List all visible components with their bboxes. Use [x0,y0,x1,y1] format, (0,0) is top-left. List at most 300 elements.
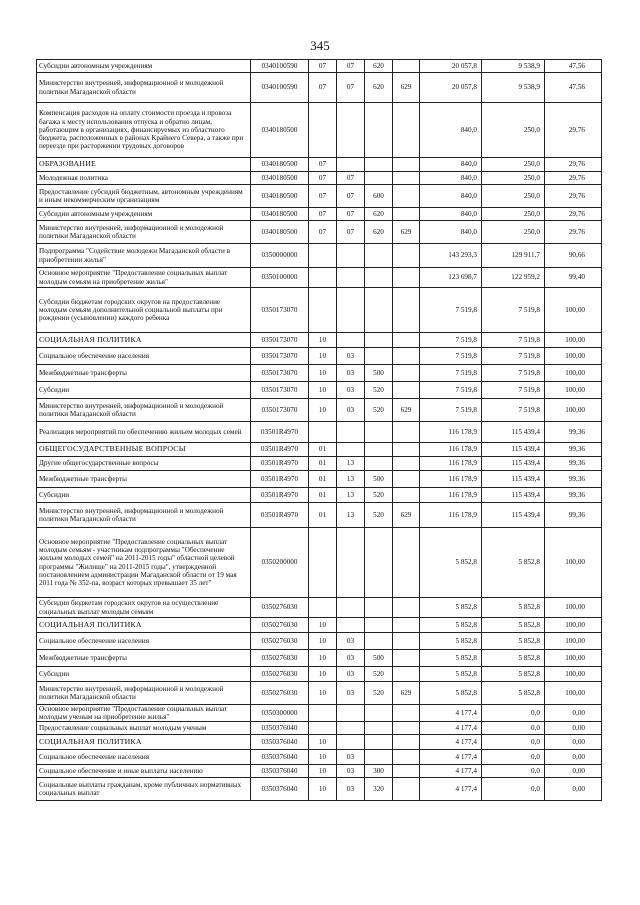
table-row [37,288,602,333]
row-percent: 0,00 [545,705,602,722]
row-subsection: 13 [337,471,365,488]
row-approved: 840,0 [420,103,482,158]
row-percent: 0,00 [545,722,602,735]
row-expense-type [365,750,393,765]
row-name: ОБРАЗОВАНИЕ [37,158,251,172]
table-row [37,185,602,208]
row-name: Молодежная политика [37,172,251,185]
row-section: 10 [309,778,337,801]
row-executed: 115 439,4 [482,471,545,488]
row-code: 0350173070 [251,348,309,365]
row-executed: 5 852,8 [482,598,545,618]
row-executed: 5 852,8 [482,633,545,650]
table-row [37,208,602,221]
row-percent: 0,00 [545,765,602,778]
row-name: Субсидии [37,382,251,399]
row-code: 0350173070 [251,333,309,348]
row-grbs [393,750,420,765]
row-name: Основное мероприятие "Предоставление социальных выплат молодым ученым на приобретение жилья" [37,705,251,722]
row-subsection: 03 [337,682,365,705]
row-expense-type [365,705,393,722]
row-approved: 7 519,8 [420,348,482,365]
table-row [37,244,602,268]
row-subsection: 03 [337,650,365,667]
row-approved: 840,0 [420,158,482,172]
row-code: 0340180500 [251,208,309,221]
row-approved: 4 177,4 [420,750,482,765]
row-name: Основное мероприятие "Предоставление социальных выплат молодым семьям на приобретение жилья" [37,268,251,288]
row-section: 10 [309,667,337,682]
row-expense-type [365,443,393,457]
table-row [37,103,602,158]
row-section: 01 [309,471,337,488]
table-row [37,735,602,750]
row-code: 0350376040 [251,750,309,765]
row-subsection: 07 [337,73,365,103]
row-code: 0340180500 [251,221,309,244]
row-section [309,422,337,443]
row-expense-type: 500 [365,365,393,382]
row-subsection: 03 [337,765,365,778]
row-executed: 7 519,8 [482,399,545,422]
row-approved: 4 177,4 [420,778,482,801]
row-name: Министерство внутренней, информационной и молодежной политики Магаданской области [37,682,251,705]
row-executed: 122 959,2 [482,268,545,288]
row-percent: 90,66 [545,244,602,268]
row-expense-type [365,598,393,618]
row-grbs [393,705,420,722]
row-subsection [337,443,365,457]
row-grbs: 629 [393,503,420,528]
row-grbs [393,735,420,750]
row-expense-type [365,103,393,158]
row-grbs [393,422,420,443]
row-code: 03501R4970 [251,503,309,528]
row-expense-type [365,633,393,650]
row-code: 03501R4970 [251,422,309,443]
row-percent: 100,00 [545,399,602,422]
row-name: Субсидии бюджетам городских округов на осуществление социальных выплат молодым семьям [37,598,251,618]
row-expense-type [365,158,393,172]
row-approved: 5 852,8 [420,598,482,618]
row-section: 10 [309,650,337,667]
table-row [37,682,602,705]
row-code: 03501R4970 [251,443,309,457]
row-grbs [393,348,420,365]
row-percent: 29,76 [545,158,602,172]
row-percent: 100,00 [545,348,602,365]
row-name: Министерство внутренней, информационной и молодежной политики Магаданской области [37,503,251,528]
row-code: 0350173070 [251,288,309,333]
row-name: Субсидии автономным учреждениям [37,60,251,73]
row-subsection [337,722,365,735]
row-approved: 840,0 [420,172,482,185]
table-row [37,333,602,348]
row-section: 10 [309,348,337,365]
row-code: 0350276030 [251,667,309,682]
row-grbs [393,765,420,778]
row-subsection: 07 [337,221,365,244]
row-subsection: 03 [337,348,365,365]
row-executed: 9 538,9 [482,60,545,73]
row-executed: 115 439,4 [482,457,545,471]
row-percent: 100,00 [545,382,602,399]
row-grbs [393,103,420,158]
row-section: 10 [309,618,337,633]
row-expense-type [365,333,393,348]
row-expense-type: 620 [365,208,393,221]
row-expense-type [365,288,393,333]
row-percent: 100,00 [545,365,602,382]
row-percent: 0,00 [545,778,602,801]
row-section: 10 [309,333,337,348]
row-name: Компенсация расходов на оплату стоимости проезда и провоза багажа к месту использования отпуска и обратно лицам, работающим в организациях, финансируемых из областного бюджета, расположенных в районах Крайнего Севера, а также при переезде при расторжении трудовых договоров [37,103,251,158]
row-grbs [393,443,420,457]
row-subsection: 07 [337,185,365,208]
row-executed: 7 519,8 [482,288,545,333]
row-expense-type [365,618,393,633]
budget-table [36,59,602,801]
row-subsection: 07 [337,208,365,221]
row-code: 0350276030 [251,618,309,633]
row-approved: 4 177,4 [420,765,482,778]
row-code: 0340180500 [251,103,309,158]
row-section [309,722,337,735]
row-section: 07 [309,221,337,244]
row-grbs [393,208,420,221]
row-executed: 0,0 [482,705,545,722]
row-executed: 7 519,8 [482,333,545,348]
row-approved: 7 519,8 [420,365,482,382]
row-code: 0350173070 [251,399,309,422]
row-section [309,288,337,333]
row-approved: 840,0 [420,185,482,208]
row-code: 03501R4970 [251,488,309,503]
row-approved: 5 852,8 [420,682,482,705]
row-percent: 29,76 [545,172,602,185]
row-expense-type [365,172,393,185]
row-name: Субсидии [37,667,251,682]
row-expense-type: 500 [365,650,393,667]
row-approved: 5 852,8 [420,667,482,682]
row-approved: 20 057,8 [420,73,482,103]
row-code: 0350276030 [251,633,309,650]
row-grbs [393,365,420,382]
row-code: 03501R4970 [251,457,309,471]
page-number: 345 [310,38,330,53]
row-percent: 99,36 [545,503,602,528]
row-section [309,598,337,618]
table-row [37,503,602,528]
row-executed: 9 538,9 [482,73,545,103]
row-section: 10 [309,399,337,422]
table-row [37,722,602,735]
row-section: 07 [309,185,337,208]
row-approved: 5 852,8 [420,618,482,633]
row-expense-type [365,528,393,598]
row-name: СОЦИАЛЬНАЯ ПОЛИТИКА [37,333,251,348]
row-executed: 0,0 [482,765,545,778]
row-expense-type [365,348,393,365]
row-subsection: 13 [337,503,365,528]
row-name: Социальное обеспечение и иные выплаты населению [37,765,251,778]
row-percent: 100,00 [545,598,602,618]
table-row [37,778,602,801]
row-subsection [337,103,365,158]
row-name: Министерство внутренней, информационной и молодежной политики Магаданской области [37,73,251,103]
row-code: 0350100000 [251,268,309,288]
row-grbs [393,60,420,73]
table-row [37,633,602,650]
row-section: 10 [309,365,337,382]
row-grbs [393,382,420,399]
row-section: 01 [309,503,337,528]
row-section: 10 [309,382,337,399]
row-percent: 47,56 [545,60,602,73]
table-row [37,598,602,618]
row-code: 0340180500 [251,185,309,208]
row-subsection [337,528,365,598]
row-expense-type: 500 [365,471,393,488]
row-executed: 115 439,4 [482,443,545,457]
table-row [37,268,602,288]
row-percent: 99,40 [545,268,602,288]
row-subsection: 13 [337,457,365,471]
row-percent: 100,00 [545,528,602,598]
row-subsection [337,158,365,172]
row-executed: 129 911,7 [482,244,545,268]
row-subsection: 03 [337,667,365,682]
row-executed: 7 519,8 [482,382,545,399]
row-subsection [337,333,365,348]
row-name: Предоставление социальных выплат молодым ученым [37,722,251,735]
row-name: Социальное обеспечение населения [37,348,251,365]
row-subsection [337,288,365,333]
row-grbs [393,778,420,801]
table-row [37,221,602,244]
table-row [37,399,602,422]
row-code: 0340100590 [251,73,309,103]
row-grbs [393,244,420,268]
row-expense-type: 520 [365,399,393,422]
row-code: 0340180500 [251,172,309,185]
table-row [37,488,602,503]
row-expense-type [365,735,393,750]
row-subsection: 03 [337,365,365,382]
row-subsection: 03 [337,399,365,422]
row-executed: 115 439,4 [482,488,545,503]
row-executed: 0,0 [482,722,545,735]
row-name: Межбюджетные трансферты [37,365,251,382]
row-expense-type: 620 [365,73,393,103]
row-executed: 250,0 [482,158,545,172]
row-grbs: 629 [393,221,420,244]
row-code: 0340100590 [251,60,309,73]
table-row [37,172,602,185]
row-approved: 116 178,9 [420,471,482,488]
row-subsection: 03 [337,633,365,650]
row-subsection [337,735,365,750]
row-code: 0350000000 [251,244,309,268]
row-percent: 99,36 [545,422,602,443]
row-percent: 100,00 [545,618,602,633]
row-expense-type: 600 [365,185,393,208]
row-grbs [393,185,420,208]
row-name: СОЦИАЛЬНАЯ ПОЛИТИКА [37,618,251,633]
row-approved: 116 178,9 [420,503,482,528]
row-grbs [393,457,420,471]
row-expense-type: 300 [365,765,393,778]
row-name: Реализация мероприятий по обеспечению жильем молодых семей [37,422,251,443]
table-row [37,528,602,598]
row-name: Министерство внутренней, информационной и молодежной политики Магаданской области [37,399,251,422]
row-code: 0350376040 [251,735,309,750]
row-name: Предоставление субсидий бюджетным, автономным учреждениям и иным некоммерческим организациям [37,185,251,208]
row-expense-type: 520 [365,503,393,528]
row-grbs: 629 [393,682,420,705]
row-subsection [337,618,365,633]
row-code: 0350173070 [251,365,309,382]
row-percent: 100,00 [545,633,602,650]
row-section: 01 [309,457,337,471]
row-expense-type: 520 [365,682,393,705]
row-expense-type [365,457,393,471]
row-executed: 115 439,4 [482,503,545,528]
row-code: 03501R4970 [251,471,309,488]
row-subsection: 13 [337,488,365,503]
row-section [309,528,337,598]
row-approved: 20 057,8 [420,60,482,73]
row-grbs [393,667,420,682]
row-section: 10 [309,765,337,778]
row-percent: 47,56 [545,73,602,103]
row-name: Основное мероприятие "Предоставление социальных выплат молодым семьям - участникам подпрограммы "Обеспечение жильем молодых семей" на 2011-2015 годы" областной целевой программы "Жилище" на 2011-2015 годы", утвержденной постановлением администрации Магаданской области от 19 мая 2011 года № 352-па, возраст которых превышает 35 лет" [37,528,251,598]
row-approved: 7 519,8 [420,382,482,399]
row-approved: 143 293,3 [420,244,482,268]
table-row [37,443,602,457]
row-grbs [393,633,420,650]
table-row [37,750,602,765]
row-code: 0350276030 [251,598,309,618]
row-executed: 0,0 [482,735,545,750]
row-subsection: 07 [337,60,365,73]
row-grbs [393,268,420,288]
row-subsection [337,422,365,443]
row-percent: 100,00 [545,682,602,705]
row-name: СОЦИАЛЬНАЯ ПОЛИТИКА [37,735,251,750]
row-code: 0350376040 [251,722,309,735]
row-grbs [393,722,420,735]
row-executed: 5 852,8 [482,682,545,705]
table-row [37,471,602,488]
row-section: 10 [309,750,337,765]
row-percent: 0,00 [545,735,602,750]
row-code: 0350376040 [251,765,309,778]
table-row [37,348,602,365]
row-name: Социальное обеспечение населения [37,750,251,765]
row-percent: 29,76 [545,208,602,221]
row-grbs [393,158,420,172]
row-approved: 116 178,9 [420,443,482,457]
row-grbs [393,618,420,633]
row-expense-type: 520 [365,667,393,682]
row-percent: 100,00 [545,650,602,667]
row-subsection: 07 [337,172,365,185]
table-row [37,667,602,682]
row-grbs [393,650,420,667]
row-grbs: 629 [393,73,420,103]
row-subsection: 03 [337,382,365,399]
row-approved: 5 852,8 [420,650,482,667]
row-executed: 5 852,8 [482,618,545,633]
row-percent: 100,00 [545,667,602,682]
row-executed: 0,0 [482,750,545,765]
table-row [37,158,602,172]
row-executed: 250,0 [482,208,545,221]
row-approved: 4 177,4 [420,722,482,735]
row-executed: 5 852,8 [482,650,545,667]
row-section [309,268,337,288]
row-code: 0350200000 [251,528,309,598]
row-expense-type: 520 [365,488,393,503]
row-percent: 29,76 [545,103,602,158]
row-approved: 5 852,8 [420,633,482,650]
row-section [309,705,337,722]
row-executed: 115 439,4 [482,422,545,443]
row-section: 10 [309,735,337,750]
row-section: 01 [309,488,337,503]
row-approved: 4 177,4 [420,705,482,722]
row-grbs [393,333,420,348]
row-grbs [393,528,420,598]
row-executed: 250,0 [482,103,545,158]
row-code: 0350173070 [251,382,309,399]
table-row [37,382,602,399]
row-grbs [393,488,420,503]
table-row [37,457,602,471]
row-code: 0350276030 [251,650,309,667]
row-name: Другие общегосударственные вопросы [37,457,251,471]
row-section [309,103,337,158]
row-percent: 100,00 [545,288,602,333]
row-percent: 29,76 [545,185,602,208]
row-subsection [337,598,365,618]
row-grbs [393,172,420,185]
row-expense-type [365,422,393,443]
row-subsection [337,268,365,288]
row-expense-type: 320 [365,778,393,801]
table-row [37,618,602,633]
row-name: Министерство внутренней, информационной и молодежной политики Магаданской области [37,221,251,244]
row-name: Субсидии [37,488,251,503]
row-subsection [337,244,365,268]
row-subsection: 03 [337,750,365,765]
table-row [37,422,602,443]
row-percent: 0,00 [545,750,602,765]
row-executed: 0,0 [482,778,545,801]
row-approved: 7 519,8 [420,333,482,348]
row-section: 10 [309,633,337,650]
row-expense-type [365,268,393,288]
row-name: Межбюджетные трансферты [37,650,251,667]
row-percent: 29,76 [545,221,602,244]
row-percent: 99,36 [545,457,602,471]
row-approved: 5 852,8 [420,528,482,598]
row-section: 07 [309,208,337,221]
row-executed: 7 519,8 [482,365,545,382]
row-percent: 99,36 [545,471,602,488]
row-expense-type: 620 [365,60,393,73]
